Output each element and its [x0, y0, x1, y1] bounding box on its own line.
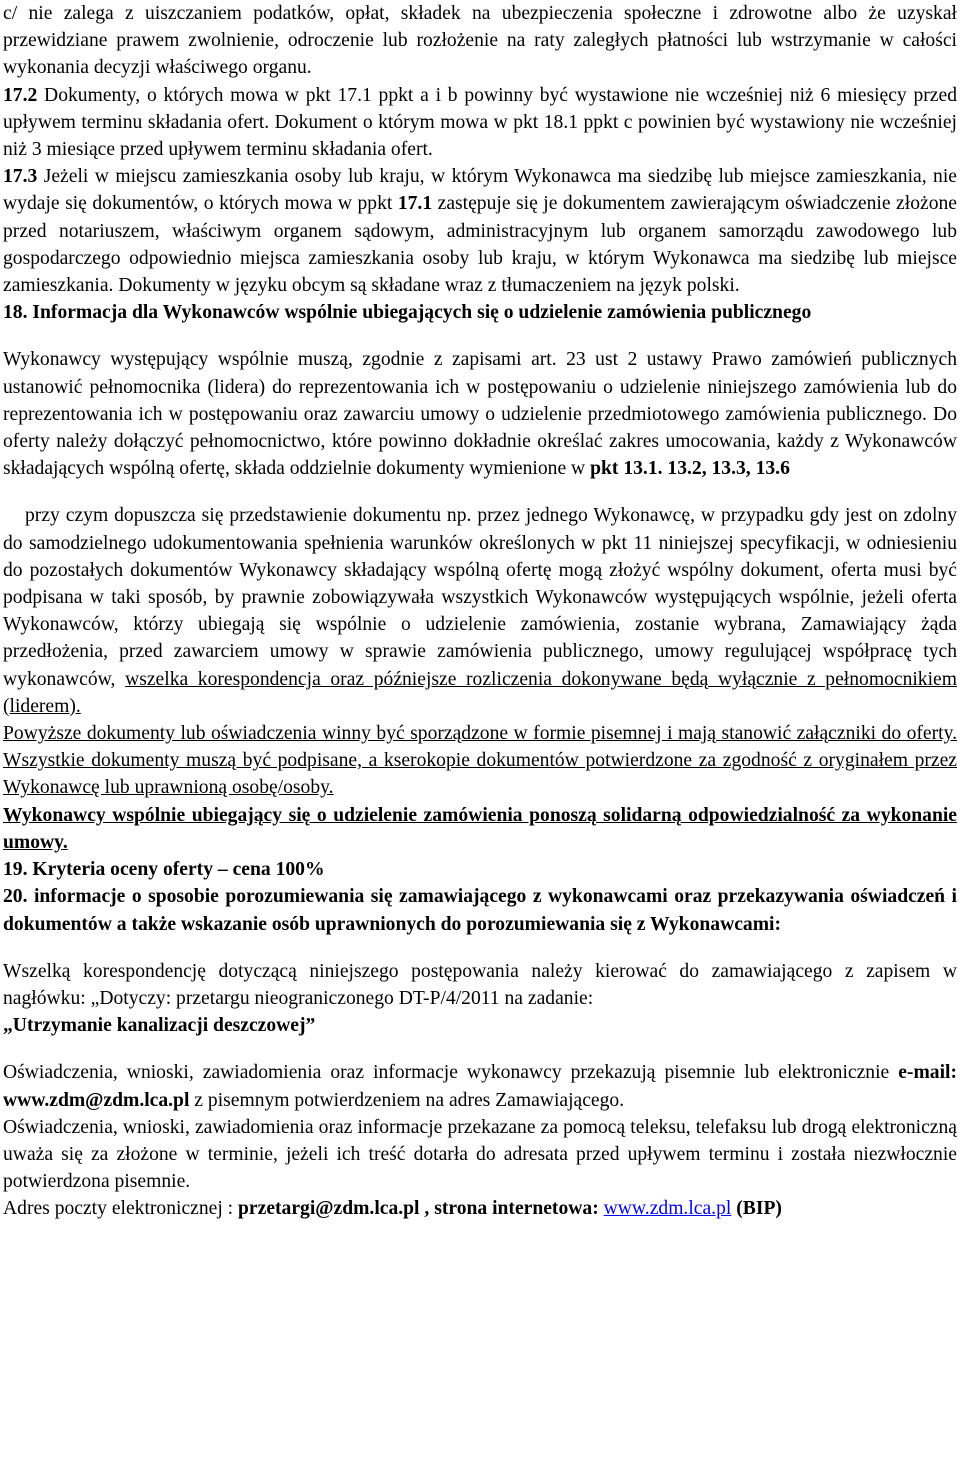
section-17-3	[3, 163, 957, 299]
email-address-label: Adres poczty elektronicznej :	[3, 1198, 239, 1220]
section-20-paragraph-2-text-a: Oświadczenia, wnioski, zawiadomienia oraz informacje wykonawcy przekazują pisemnie lub elektronicznie	[3, 1062, 899, 1084]
section-17-3-number: 17.3	[3, 166, 38, 188]
section-20-paragraph-1: Wszelką korespondencję dotyczącą niniejszego postępowania należy kierować do zamawiającego z zapisem w nagłówku: „Dotyczy: przetargu nieograniczonego DT-P/4/2011 na zadanie:	[3, 960, 957, 1009]
section-17-3-text-b: zastępuje się je dokumentem zawierającym oświadczenie złożone przed notariuszem, właściwym organem sądowym, administracyjnym lub organem samorządu zawodowego lub gospodarczego odpowiednio miejsca zamieszkania osoby lub kraju, w którym Wykonawca ma siedzibę lub miejsce zamieszkania. Dokumenty w języku obcym są składane wraz z tłumaczeniem na język polski.	[3, 193, 957, 297]
section-20-paragraph-2	[3, 1059, 957, 1113]
section-18-joint-liability: Wykonawcy wspólnie ubiegający się o udzielenie zamówienia ponoszą solidarną odpowiedzialność za wykonanie umowy.	[3, 804, 957, 853]
section-20-paragraph-2-text-b: z pisemnym potwierdzeniem na adres Zamawiającego.	[189, 1089, 625, 1111]
section-18-document-points: pkt 13.1. 13.2, 13.3, 13.6	[590, 458, 790, 480]
section-17-2-number: 17.2	[3, 84, 38, 106]
section-20-paragraph-4	[3, 1195, 957, 1222]
section-20-paragraph-3: Oświadczenia, wnioski, zawiadomienia oraz informacje przekazane za pomocą teleksu, telefaksu lub drogą elektroniczną uważa się za złożone w terminie, jeżeli ich treść dotarła do adresata przed upływem terminu i została niezwłocznie potwierdzona pisemnie.	[3, 1116, 957, 1193]
contact-email: e-mail: www.zdm@zdm.lca.pl	[3, 1062, 957, 1111]
section-18-paragraph-1-text: Wykonawcy występujący wspólnie muszą, zgodnie z zapisami art. 23 ust 2 ustawy Prawo zamówień publicznych ustanowić pełnomocnika (lidera) do reprezentowania ich w postępowaniu o udzielenie niniejszego zamówienia lub do reprezentowania ich w postępowaniu oraz zawarciu umowy o udzielenie przedmiotowego zamówienia publicznego. Do oferty należy dołączyć pełnomocnictwo, które powinno dokładnie określać zakres umocowania, każdy z Wykonawców składających wspólną ofertę, składa oddzielnie dokumenty wymienione w	[3, 349, 957, 480]
website-link[interactable]: www.zdm.lca.pl	[603, 1198, 732, 1220]
bip-label: (BIP)	[736, 1198, 782, 1220]
section-17-2	[3, 82, 957, 164]
section-18-paragraph-1	[3, 346, 957, 482]
paragraph-c-text: c/ nie zalega z uiszczaniem podatków, opłat, składek na ubezpieczenia społeczne i zdrowotne albo że uzyskał przewidziane prawem zwolnienie, odroczenie lub rozłożenie na raty zaległych płatności lub wstrzymanie w całości wykonania decyzji właściwego organu.	[3, 3, 957, 79]
paragraph-c	[3, 0, 957, 82]
section-17-2-text: Dokumenty, o których mowa w pkt 17.1 ppkt a i b powinny być wystawione nie wcześniej niż 6 miesięcy przed upływem terminu składania ofert. Dokument o którym mowa w pkt 18.1 ppkt c powinien być wystawiony nie wcześniej niż 3 miesiące przed upływem terminu składania ofert.	[3, 84, 957, 161]
section-20-task-name: „Utrzymanie kanalizacji deszczowej”	[3, 1015, 316, 1037]
section-19-heading: 19. Kryteria oceny oferty – cena 100%	[3, 859, 325, 881]
section-18-correspondence-note: wszelka korespondencja oraz późniejsze rozliczenia dokonywane będą wyłącznie z pełnomocnikiem (liderem).	[3, 668, 957, 717]
website-label: , strona internetowa:	[419, 1198, 604, 1220]
section-17-3-reference: 17.1	[397, 193, 433, 215]
section-18-heading: 18. Informacja dla Wykonawców wspólnie ubiegających się o udzielenie zamówienia publicznego	[3, 302, 812, 324]
tender-email: przetargi@zdm.lca.pl	[238, 1198, 420, 1220]
section-20-heading: 20. informacje o sposobie porozumiewania się zamawiającego z wykonawcami oraz przekazywania oświadczeń i dokumentów a także wskazanie osób uprawnionych do porozumiewania się z Wykonawcami:	[3, 886, 957, 935]
section-18-paragraph-2-text: przy czym dopuszcza się przedstawienie dokumentu np. przez jednego Wykonawcę, w przypadku gdy jest on zdolny do samodzielnego udokumentowania spełnienia warunków określonych w pkt 11 niniejszej specyfikacji, w odniesieniu do pozostałych dokumentów Wykonawcy składający wspólną ofertę mogą złożyć wspólny dokument, oferta musi być podpisana w taki sposób, by prawnie zobowiązywała wszystkich Wykonawców występujących wspólnie, jeżeli oferta Wykonawców, którzy ubiegają się wspólnie o udzielenie zamówienia, zostanie wybrana, Zamawiający żąda przedłożenia, przed zawarciem umowy w sprawie zamówienia publicznego, umowy regulującej współpracę tych wykonawców,	[3, 505, 957, 690]
section-17-3-text-a: Jeżeli w miejscu zamieszkania osoby lub kraju, w którym Wykonawca ma siedzibę lub miejsce zamieszkania, nie wydaje się dokumentów, o których mowa w ppkt	[3, 166, 957, 215]
section-18-paragraph-3: Powyższe dokumenty lub oświadczenia winny być sporządzone w formie pisemnej i mają stanowić załączniki do oferty. Wszystkie dokumenty muszą być podpisane, a kserokopie dokumentów potwierdzone za zgodność z oryginałem przez Wykonawcę lub uprawnioną osobę/osoby.	[3, 723, 957, 799]
section-18-paragraph-2	[3, 502, 957, 720]
